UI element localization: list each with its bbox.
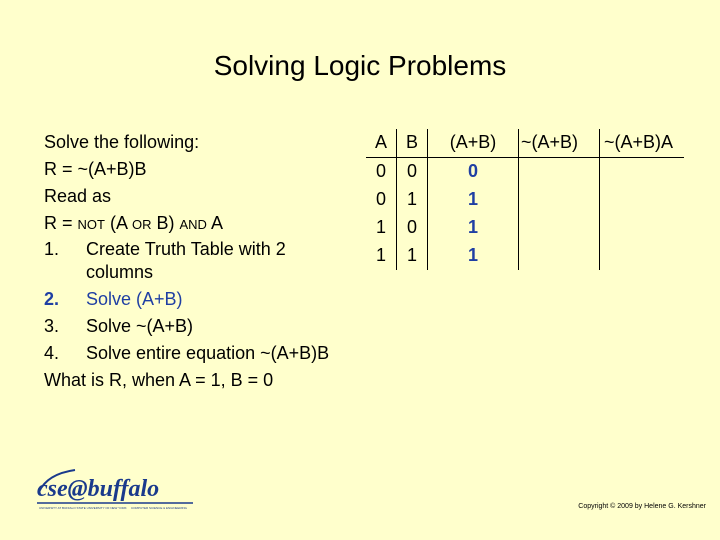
cell-a-or-b: 1 bbox=[428, 214, 519, 242]
cell-b: 1 bbox=[397, 186, 428, 214]
table-header-row bbox=[366, 129, 684, 158]
intro-line-3: Read as bbox=[44, 186, 112, 206]
step-item bbox=[44, 342, 344, 365]
or-keyword: OR bbox=[131, 217, 152, 232]
cell-result bbox=[600, 186, 685, 214]
expr-part: B) bbox=[151, 213, 180, 233]
cell-result bbox=[600, 242, 685, 270]
cell-a: 0 bbox=[375, 161, 386, 181]
cell-b: 1 bbox=[397, 242, 428, 270]
step-text: Solve (A+B) bbox=[86, 289, 183, 309]
cell-b: 0 bbox=[397, 214, 428, 242]
step-text: Solve ~(A+B) bbox=[86, 316, 194, 336]
intro-line-2: R = ~(A+B)B bbox=[44, 159, 147, 179]
and-keyword: AND bbox=[179, 217, 207, 232]
expr-part: R = bbox=[44, 213, 78, 233]
logo-small-left: UNIVERSITY AT BUFFALO STATE UNIVERSITY OF NEW YORK bbox=[39, 506, 127, 510]
instructions bbox=[44, 129, 344, 394]
header-not-a-or-b: ~(A+B) bbox=[519, 129, 600, 158]
logo-text: cse@buffalo bbox=[37, 476, 160, 502]
logo-small-right: COMPUTER SCIENCE & ENGINEERING bbox=[131, 506, 188, 510]
slide-title: Solving Logic Problems bbox=[213, 50, 507, 81]
step-text: Create Truth Table with 2 columns bbox=[86, 239, 286, 282]
cell-a: 0 bbox=[375, 189, 386, 209]
logo-graphic bbox=[35, 466, 195, 518]
truth-table bbox=[366, 129, 684, 270]
table-row bbox=[366, 158, 684, 187]
cell-not-a-or-b bbox=[519, 158, 600, 187]
table-row bbox=[366, 186, 684, 214]
step-item bbox=[44, 238, 344, 284]
cell-a-or-b: 1 bbox=[428, 242, 519, 270]
expr-part: A bbox=[206, 213, 223, 233]
not-keyword: NOT bbox=[77, 217, 105, 232]
step-number: 2. bbox=[44, 289, 60, 309]
cse-buffalo-logo bbox=[35, 466, 195, 518]
copyright-notice: Copyright © 2009 by Helene G. Kershner bbox=[578, 503, 706, 510]
cell-a: 1 bbox=[375, 217, 386, 237]
question: What is R, when A = 1, B = 0 bbox=[44, 370, 274, 390]
cell-not-a-or-b bbox=[519, 242, 600, 270]
step-item bbox=[44, 288, 344, 311]
step-number: 1. bbox=[44, 239, 60, 259]
cell-not-a-or-b bbox=[519, 186, 600, 214]
header-a-or-b: (A+B) bbox=[428, 129, 519, 158]
table-row bbox=[366, 214, 684, 242]
cell-a-or-b: 1 bbox=[428, 186, 519, 214]
cell-a: 1 bbox=[375, 245, 386, 265]
step-item bbox=[44, 315, 344, 338]
header-a: A bbox=[366, 129, 397, 158]
table-row bbox=[366, 242, 684, 270]
cell-b: 0 bbox=[397, 158, 428, 187]
header-result: ~(A+B)A bbox=[600, 129, 685, 158]
step-number: 3. bbox=[44, 316, 60, 336]
intro-line-4 bbox=[44, 210, 344, 238]
cell-result bbox=[600, 214, 685, 242]
header-b: B bbox=[397, 129, 428, 158]
cell-not-a-or-b bbox=[519, 214, 600, 242]
cell-result bbox=[600, 158, 685, 187]
step-text: Solve entire equation ~(A+B)B bbox=[86, 343, 330, 363]
cell-a-or-b: 0 bbox=[428, 158, 519, 187]
expr-part: (A bbox=[104, 213, 132, 233]
step-number: 4. bbox=[44, 343, 60, 363]
intro-line-1: Solve the following: bbox=[44, 132, 200, 152]
